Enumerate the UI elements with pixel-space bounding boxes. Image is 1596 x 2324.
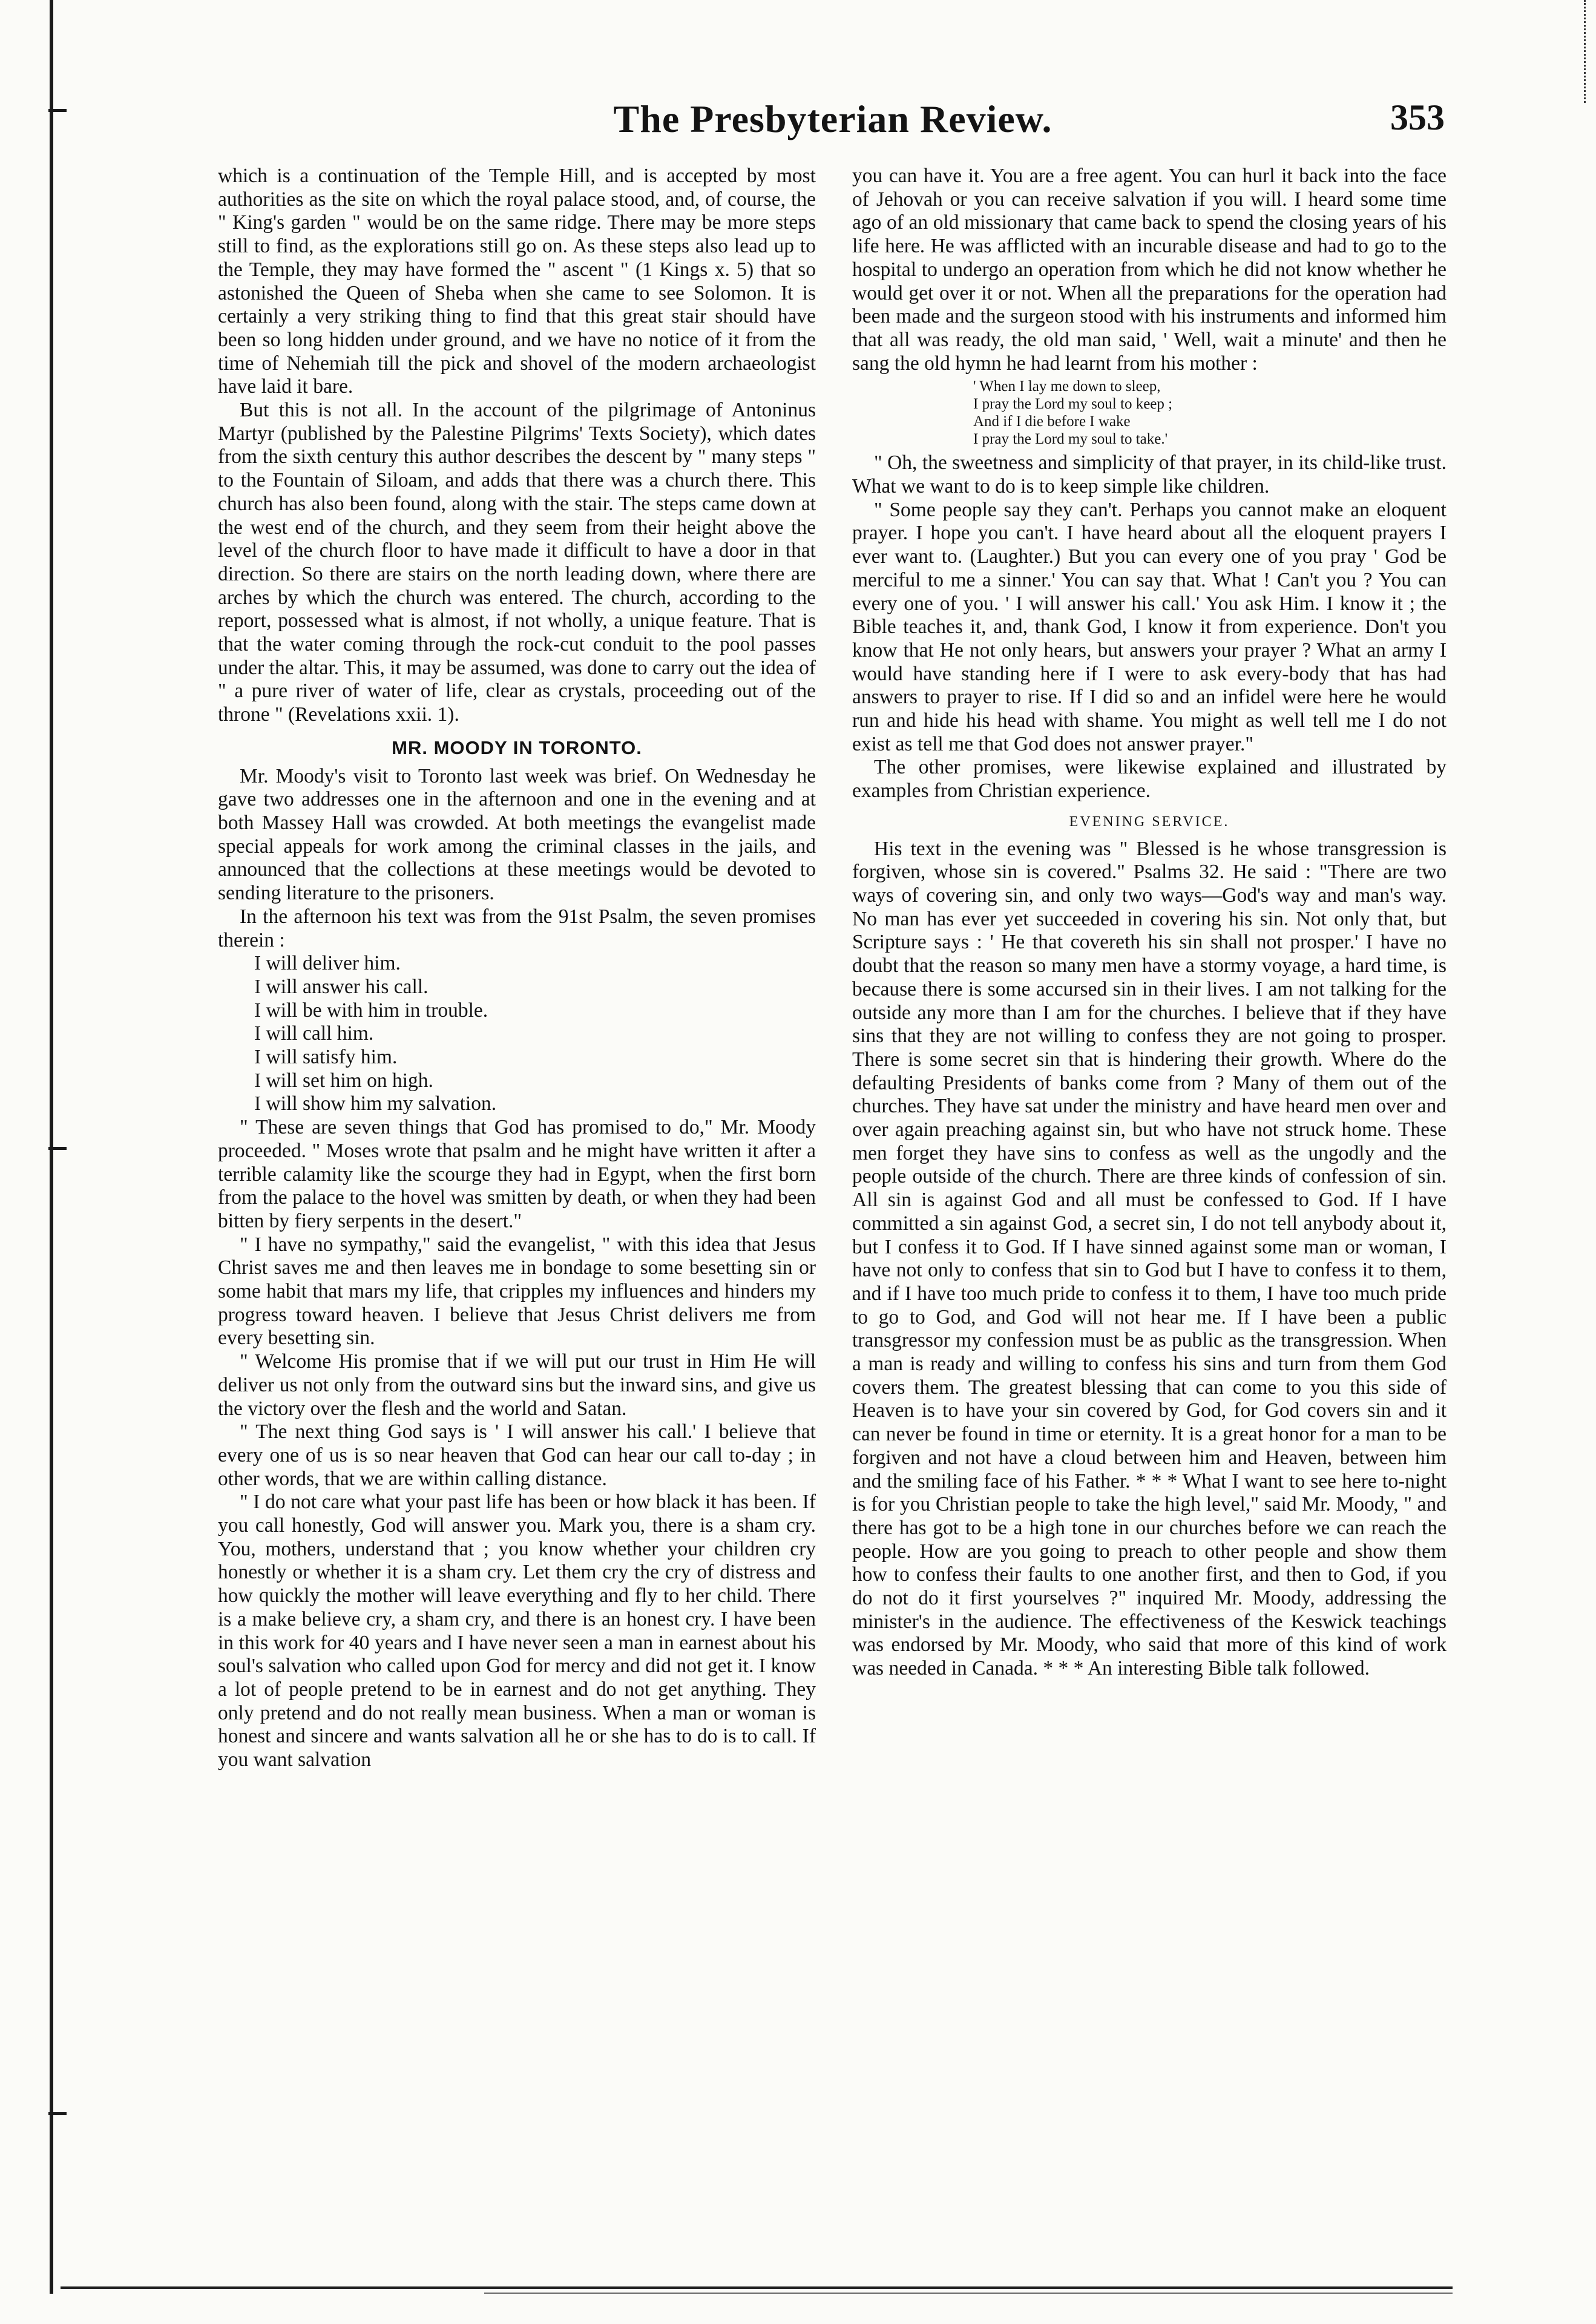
paragraph: which is a continuation of the Temple Hill, and is accepted by most authorities as the site on which the royal palace stood, and, of course, the " King's garden " would be on the same ridge. There may be more steps still to find, as the explorations still go on. As these steps also lead up to the Temple, they may have formed the " ascent " (1 Kings x. 5) that so astonished the Queen of Sheba when she came to see Solomon. It is certainly a very striking thing to find that this great stair should have been so long hidden under ground, and we have no notice of it from the time of Nehemiah till the pick and shovel of the modern archaeologist have laid it bare. [218, 165, 816, 398]
page-header [221, 97, 1445, 145]
page-number: 353 [1390, 97, 1445, 137]
paragraph: " These are seven things that God has promised to do," Mr. Moody proceeded. " Moses wrote that psalm and he might have written it after a terrible calamity like the scourge they had in Egypt, when the first born from the palace to the hovel was smitten by death, or when they had been bitten by fiery serpents in the desert." [218, 1116, 816, 1232]
list-item: I will show him my salvation. [254, 1092, 497, 1115]
hymn-line: I pray the Lord my soul to take.' [973, 431, 1168, 448]
promises-list [218, 952, 816, 1116]
paragraph: " I do not care what your past life has been or how black it has been. If you call honestly, God will answer you. Mark you, there is a sham cry. You, mothers, understand that ; you know whether your children cry honestly or whether it is a sham cry. Let them cry the cry of distress and how quickly the mother will leave everything and fly to her child. There is a make believe cry, a sham cry, and there is an honest cry. I have been in this work for 40 years and I have never seen a man in earnest about his soul's salvation who called upon God for mercy and did not get it. I know a lot of people pretend to be in earnest and do not get anything. They only pretend and do not really mean business. When a man or woman is honest and sincere and wants salvation all he or she has to do is to call. If you want salvation [218, 1491, 816, 1771]
paragraph: His text in the evening was " Blessed is he whose transgression is forgiven, whose sin is covered." Psalms 32. He said : "There are two ways of covering sin, and only two ways—God's way and man's way. No man has ever yet succeeded in covering his sin. Not only that, but Scripture says : ' He that covereth his sin shall not prosper.' I have no doubt that the reason so many men have a stormy voyage, a hard time, is because there is some accursed sin in their lives. I am not talking for the outside any more than I am for the churches. I believe that if they have sins that they are not willing to confess they are not going to prosper. There is some secret sin that is hindering their growth. Where do the defaulting Presidents of banks come from ? Many of them out of the churches. They have sat under the ministry and have heard men over and over again preaching against sin, but who have not struck home. These men forget they have sins to confess as well as the ungodly and the people outside of the church. There are three kinds of confession of sin. All sin is against God and all must be confessed to God. If I have committed a sin against God, a secret sin, I do not tell anybody about it, but I confess it to God. If I have sinned against some man or woman, I have not only to confess that sin to God but I have to confess it to them, and if I have too much pride to confess it to them, I have too much pride to go to God, and God will not hear me. If I have been a public transgressor my confession must be as public as the transgression. When a man is ready and willing to confess his sins and turn from them God covers them. The greatest blessing that can come to you this side of Heaven is to have your sin covered by God, for God covers sin and it can never be found in time or eternity. It is a great honor for a man to be forgiven and not have a cloud between him and Heaven, between him and the smiling face of his Father. * * * What I want to see here to-night is for you Christian people to take the high level," said Mr. Moody, " and there has got to be a high tone in our churches before we can reach the people. How are you going to preach to other people and show them how to confess their faults to one another first, and then to God, if you do not do it first yourselves ?" inquired Mr. Moody, addressing the minister's in the audience. The effectiveness of the Keswick teachings was endorsed by Mr. Moody, who said that more of this kind of work was needed in Canada. * * * An interesting Bible talk followed. [852, 837, 1447, 1680]
margin-dotted-mark [1584, 0, 1588, 103]
list-item: I will answer his call. [254, 975, 429, 998]
list-item: I will satisfy him. [254, 1046, 398, 1069]
hymn-verse [973, 378, 1447, 448]
edge-tick-mark [48, 109, 67, 112]
paragraph: " Some people say they can't. Perhaps you cannot make an eloquent prayer. I hope you can't. I have heard about all the eloquent prayers I ever want to. (Laughter.) But you can every one of you pray ' God be merciful to me a sinner.' You can say that. What ! Can't you ? You can every one of you. ' I will answer his call.' You ask Him. I know it ; the Bible teaches it, and, thank God, I know it from experience. Don't you know that He not only hears, but answers your prayer ? What an army I would have standing here if I were to ask every-body that has had answers to prayer to rise. If I did so and an infidel were here he would run and hide his head with shame. You might as well tell me I do not exist as tell me that God does not answer prayer." [852, 498, 1447, 755]
bottom-rule [61, 2286, 1453, 2289]
running-title: The Presbyterian Review. [613, 97, 1053, 140]
paragraph: " Welcome His promise that if we will put our trust in Him He will deliver us not only from the outward sins but the inward sins, and give us the victory over the flesh and the world and Satan. [218, 1350, 816, 1420]
paragraph: you can have it. You are a free agent. You can hurl it back into the face of Jehovah or you can receive salvation if you will. I heard some time ago of an old missionary that came back to spend the closing years of his life here. He was afflicted with an incurable disease and had to go to the hospital to undergo an operation from which he did not know whether he would get over it or not. When all the preparations for the operation had been made and the surgeon stood with his instruments and informed him that all was ready, the old man said, ' Well, wait a minute' and then he sang the old hymn he had learnt from his mother : [852, 165, 1447, 375]
paragraph: But this is not all. In the account of the pilgrimage of Antoninus Martyr (published by the Palestine Pilgrims' Texts Society), which dates from the sixth century this author describes the descent by " many steps " to the Fountain of Siloam, and adds that there was a church there. This church has also been found, along with the stair. The steps came down at the west end of the church, and they seem from their height above the level of the church floor to have made it difficult to have a door in that direction. So there are stairs on the north leading down, where there are arches by which the church was entered. The church, according to the report, possessed what is almost, if not wholly, a unique feature. That is that the water coming through the rock-cut conduit to the pool passes under the altar. This, it may be assumed, was done to carry out the idea of " a pure river of water of life, clear as crystals, proceeding out of the throne " (Revelations xxii. 1). [218, 399, 816, 726]
list-item: I will set him on high. [254, 1069, 433, 1092]
hymn-line: And if I die before I wake [973, 413, 1131, 430]
hymn-line: I pray the Lord my soul to keep ; [973, 396, 1173, 413]
paragraph: The other promises, were likewise explained and illustrated by examples from Christian experience. [852, 756, 1447, 803]
edge-tick-mark [48, 1147, 67, 1150]
edge-tick-mark [48, 2112, 67, 2115]
bottom-rule [484, 2293, 1453, 2294]
paragraph: " I have no sympathy," said the evangelist, " with this idea that Jesus Christ saves me and then leaves me in bondage to some besetting sin or some habit that mars my life, that cripples my influences and hinders my progress toward heaven. I believe that Jesus Christ delivers me from every besetting sin. [218, 1233, 816, 1350]
list-item: I will deliver him. [254, 952, 401, 975]
paragraph: " The next thing God says is ' I will answer his call.' I believe that every one of us is so near heaven that God can hear our call to-day ; in other words, that we are within calling distance. [218, 1420, 816, 1490]
right-column [852, 165, 1447, 1681]
paragraph: Mr. Moody's visit to Toronto last week was brief. On Wednesday he gave two addresses one in the afternoon and one in the evening and at both Massey Hall was crowded. At both meetings the evangelist made special appeals for work among the criminal classes in the jails, and announced that the collections at these meetings would be devoted to sending literature to the prisoners. [218, 764, 816, 905]
subsection-heading: EVENING SERVICE. [1069, 813, 1230, 830]
left-column [218, 165, 816, 1772]
paragraph: " Oh, the sweetness and simplicity of that prayer, in its child-like trust. What we want to do is to keep simple like children. [852, 451, 1447, 498]
list-item: I will call him. [254, 1022, 374, 1045]
hymn-line: ' When I lay me down to sleep, [973, 378, 1161, 395]
section-heading: MR. MOODY IN TORONTO. [392, 737, 642, 758]
list-item: I will be with him in trouble. [254, 999, 488, 1022]
paragraph: In the afternoon his text was from the 91st Psalm, the seven promises therein : [218, 905, 816, 951]
